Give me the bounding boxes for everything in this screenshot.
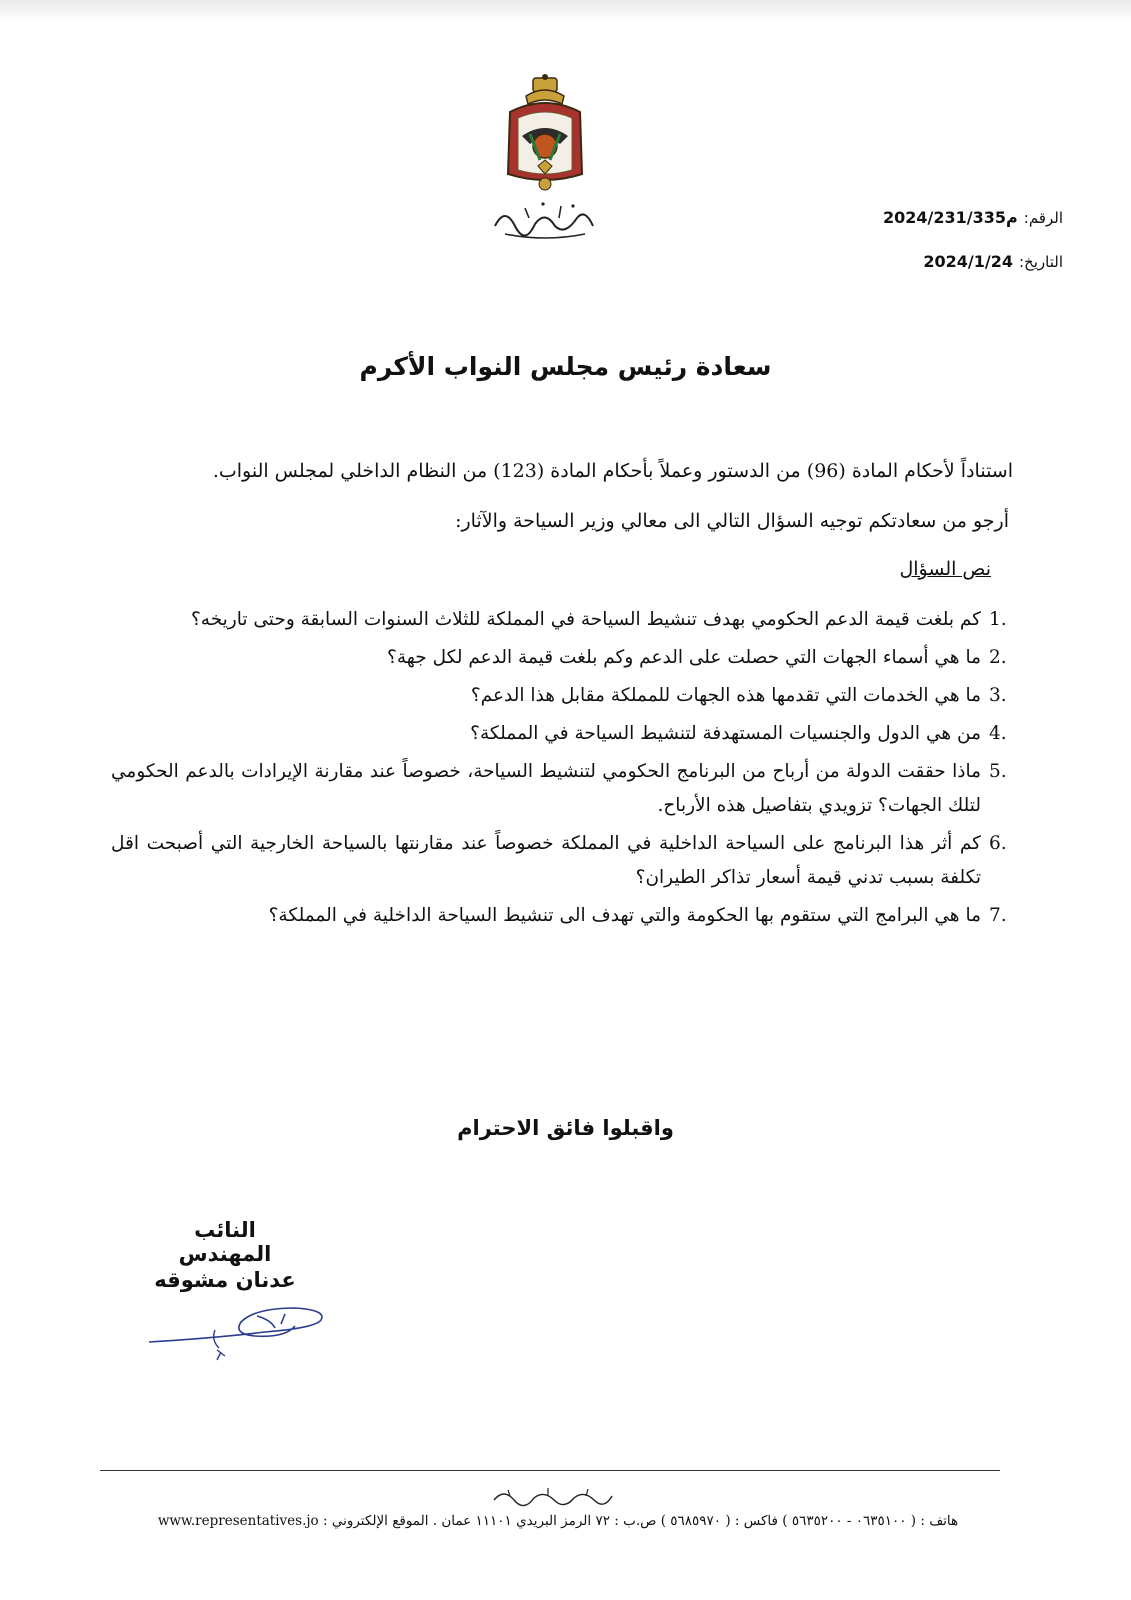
question-text: ما هي أسماء الجهات التي حصلت على الدعم وكم بلغت قيمة الدعم لكل جهة؟ <box>387 647 981 668</box>
reference-number <box>883 208 1063 227</box>
addressee-heading: سعادة رئيس مجلس النواب الأكرم <box>359 352 772 381</box>
question-text: كم أثر هذا البرنامج على السياحة الداخلية في المملكة خصوصاً عند مقارنتها بالسياحة الخارجية التي أصبحت اقل تكلفة بسبب تدني قيمة أسعار تذاكر الطيران؟ <box>111 833 981 888</box>
question-number: 1. <box>989 609 1007 630</box>
date-value: 2024/1/24 <box>923 252 1013 271</box>
list-item <box>111 679 1007 713</box>
list-item <box>111 827 1007 895</box>
date-label: التاريخ: <box>1019 253 1063 271</box>
question-number: 2. <box>989 647 1007 668</box>
closing-line: واقبلوا فائق الاحترام <box>457 1116 674 1140</box>
list-item <box>111 641 1007 675</box>
list-item <box>111 755 1007 823</box>
question-text: من هي الدول والجنسيات المستهدفة لتنشيط السياحة في المملكة؟ <box>470 723 981 744</box>
question-text: ما هي الخدمات التي تقدمها هذه الجهات للمملكة مقابل هذا الدعم؟ <box>470 685 981 706</box>
reference-value: م2024/231/335 <box>883 208 1018 227</box>
letter-date <box>923 252 1063 271</box>
footer-contact: هاتف : ( ٠٦٣٥١٠٠ - ٥٦٣٥٢٠٠ ) فاكس : ( ٥٦٨٥٩٧٠ ) ص.ب : ٧٢ الرمز البريدي ١١١٠١ عمان . الموقع الإلكتروني : www.representatives.jo <box>157 1513 959 1529</box>
question-text: ما هي البرامج التي ستقوم بها الحكومة والتي تهدف الى تنشيط السياحة الداخلية في المملكة؟ <box>268 905 981 926</box>
question-number: 3. <box>989 685 1007 706</box>
question-number: 4. <box>989 723 1007 744</box>
handwritten-signature <box>145 1300 335 1370</box>
questions-list <box>111 603 1007 937</box>
list-item <box>111 899 1007 933</box>
jordan-coat-of-arms-icon <box>500 74 590 194</box>
question-number: 5. <box>989 761 1007 782</box>
question-text: كم بلغت قيمة الدعم الحكومي بهدف تنشيط السياحة في المملكة للثلاث السنوات السابقة وحتى تاريخه؟ <box>190 609 981 630</box>
scan-shadow <box>0 0 1131 22</box>
request-paragraph: أرجو من سعادتكم توجيه السؤال التالي الى معالي وزير السياحة والآثار: <box>455 510 1009 532</box>
kingdom-calligraphy-logo <box>488 1484 618 1508</box>
question-number: 6. <box>989 833 1007 854</box>
reference-label: الرقم: <box>1023 209 1063 227</box>
list-item <box>111 717 1007 751</box>
council-logo-calligraphy <box>485 196 605 246</box>
question-number: 7. <box>989 905 1007 926</box>
question-text: ماذا حققت الدولة من أرباح من البرنامج الحكومي لتنشيط السياحة، خصوصاً عند مقارنة الإيرادات بالدعم الحكومي لتلك الجهات؟ تزويدي بتفاصيل هذه الأرباح. <box>111 761 981 816</box>
signer-title: النائب المهندس <box>178 1218 272 1266</box>
list-item <box>111 603 1007 637</box>
questions-heading: نص السؤال <box>899 558 991 580</box>
signer-name: عدنان مشوقه <box>154 1268 296 1292</box>
intro-paragraph: استناداً لأحكام المادة (96) من الدستور وعملاً بأحكام المادة (123) من النظام الداخلي لمجلس النواب. <box>212 460 1013 482</box>
footer-divider <box>100 1470 1000 1471</box>
